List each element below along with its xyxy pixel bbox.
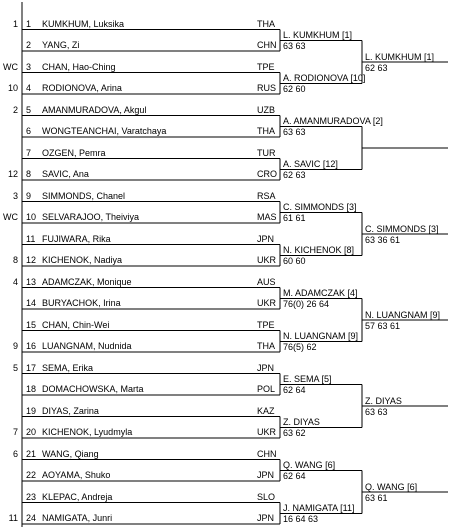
player-name: KUMKHUM, Luksika — [42, 18, 125, 29]
draw-position: 13 — [26, 276, 37, 287]
player-name: DIYAS, Zarina — [42, 405, 99, 416]
round2-score: 62 64 — [283, 471, 306, 482]
draw-position: 18 — [26, 384, 37, 394]
seed-cell: 3 — [12, 190, 18, 201]
round2-score: 76(5) 62 — [283, 342, 317, 353]
player-name: CHAN, Hao-Ching — [42, 61, 116, 72]
draw-position: 11 — [26, 233, 36, 244]
draw-position: 15 — [26, 319, 37, 330]
nationality: UKR — [257, 255, 277, 265]
nationality: THA — [257, 341, 275, 351]
seed-cell: 8 — [12, 255, 18, 265]
player-name: SAVIC, Ana — [42, 169, 89, 179]
player-name: NAMIGATA, Junri — [42, 513, 113, 523]
seed-cell: 4 — [12, 276, 18, 287]
draw-position: 12 — [26, 255, 37, 265]
player-name: WANG, Qiang — [42, 448, 99, 459]
seed-cell: 9 — [12, 341, 18, 351]
player-name: LUANGNAM, Nudnida — [42, 341, 132, 351]
draw-position: 3 — [26, 61, 32, 72]
nationality: POL — [257, 384, 276, 394]
player-name: KLEPAC, Andreja — [42, 491, 113, 502]
round3-winner: Q. WANG [6] — [365, 481, 418, 492]
round2-winner: N. LUANGNAM [9] — [283, 331, 359, 342]
nationality: RSA — [257, 190, 276, 201]
nationality: TPE — [257, 319, 275, 330]
nationality: JPN — [257, 513, 275, 523]
player-name: FUJIWARA, Rika — [42, 233, 111, 244]
player-name: ADAMCZAK, Monique — [42, 276, 132, 287]
draw-position: 2 — [26, 40, 32, 50]
nationality: TUR — [257, 147, 276, 158]
draw-position: 4 — [26, 83, 32, 93]
nationality: SLO — [257, 491, 276, 502]
round2-score: 63 63 — [283, 41, 306, 52]
draw-position: 6 — [26, 126, 32, 136]
player-name: BURYACHOK, Irina — [42, 298, 121, 308]
seed-cell: 10 — [7, 83, 18, 93]
nationality: CRO — [257, 169, 277, 179]
round2-score: 62 63 — [283, 170, 306, 181]
round2-winner: Z. DIYAS — [283, 417, 320, 428]
round3-score: 57 63 61 — [365, 320, 401, 331]
draw-position: 17 — [26, 362, 37, 373]
seed-cell: WC — [3, 212, 18, 222]
nationality: RUS — [257, 83, 277, 93]
nationality: KAZ — [257, 405, 275, 416]
round2-winner: A. SAVIC [12] — [283, 159, 338, 170]
draw-position: 7 — [26, 147, 32, 158]
player-name: KICHENOK, Lyudmyla — [42, 427, 133, 437]
round2-winner: Q. WANG [6] — [283, 460, 336, 471]
round2-score: 63 62 — [283, 428, 306, 439]
seed-cell: 12 — [7, 169, 18, 179]
round2-score: 63 63 — [283, 127, 306, 138]
draw-position: 19 — [26, 405, 37, 416]
round2-score: 60 60 — [283, 256, 306, 267]
round2-score: 62 64 — [283, 385, 306, 396]
nationality: CHN — [257, 448, 277, 459]
round3-score: 63 61 — [365, 492, 388, 503]
seed-cell: 1 — [12, 18, 18, 29]
player-name: AOYAMA, Shuko — [42, 470, 111, 480]
round2-winner: A. RODIONOVA [10] — [283, 73, 366, 84]
draw-position: 1 — [26, 18, 32, 29]
round2-score: 16 64 63 — [283, 514, 319, 525]
nationality: AUS — [257, 276, 276, 287]
nationality: UZB — [257, 104, 275, 115]
nationality: UKR — [257, 298, 277, 308]
round2-winner: M. ADAMCZAK [4] — [283, 288, 358, 299]
seed-cell: WC — [3, 61, 18, 72]
player-name: OZGEN, Pemra — [42, 147, 106, 158]
player-name: RODIONOVA, Arina — [42, 83, 122, 93]
player-name: WONGTEANCHAI, Varatchaya — [42, 126, 167, 136]
seed-cell: 6 — [12, 448, 18, 459]
round2-score: 61 61 — [283, 213, 306, 224]
player-name: SELVARAJOO, Theiviya — [42, 212, 140, 222]
player-name: AMANMURADOVA, Akgul — [42, 104, 147, 115]
draw-position: 10 — [26, 212, 37, 222]
nationality: THA — [257, 18, 275, 29]
nationality: MAS — [257, 212, 277, 222]
nationality: JPN — [257, 470, 275, 480]
draw-position: 16 — [26, 341, 37, 351]
round2-winner: C. SIMMONDS [3] — [283, 202, 357, 213]
player-name: CHAN, Chin-Wei — [42, 319, 110, 330]
draw-position: 20 — [26, 427, 37, 437]
draw-position: 21 — [26, 448, 37, 459]
draw-position: 23 — [26, 491, 37, 502]
round3-winner: Z. DIYAS — [365, 395, 402, 406]
round3-winner: L. KUMKHUM [1] — [365, 51, 435, 62]
round3-score: 62 63 — [365, 62, 388, 73]
nationality: THA — [257, 126, 275, 136]
draw-position: 24 — [26, 513, 37, 523]
round3-winner: C. SIMMONDS [3] — [365, 223, 439, 234]
player-name: YANG, Zi — [42, 40, 80, 50]
round3-score: 63 36 61 — [365, 234, 401, 245]
player-name: SIMMONDS, Chanel — [42, 190, 126, 201]
nationality: TPE — [257, 61, 275, 72]
round3-score: 63 63 — [365, 406, 388, 417]
player-name: KICHENOK, Nadiya — [42, 255, 123, 265]
round2-winner: J. NAMIGATA [11] — [283, 503, 355, 514]
round2-winner: N. KICHENOK [8] — [283, 245, 355, 256]
round2-score: 76(0) 26 64 — [283, 299, 330, 310]
round2-score: 62 60 — [283, 84, 306, 95]
nationality: JPN — [257, 362, 275, 373]
draw-position: 9 — [26, 190, 32, 201]
draw-position: 5 — [26, 104, 32, 115]
nationality: CHN — [257, 40, 277, 50]
player-name: SEMA, Erika — [42, 362, 94, 373]
seed-cell: 11 — [8, 513, 18, 523]
draw-position: 8 — [26, 169, 32, 179]
nationality: JPN — [257, 233, 275, 244]
nationality: UKR — [257, 427, 277, 437]
round3-winner: N. LUANGNAM [9] — [365, 309, 441, 320]
draw-position: 22 — [26, 470, 37, 480]
round2-winner: E. SEMA [5] — [283, 374, 332, 385]
seed-cell: 5 — [12, 362, 18, 373]
seed-cell: 2 — [12, 104, 18, 115]
round2-winner: A. AMANMURADOVA [2] — [283, 116, 383, 127]
player-name: DOMACHOWSKA, Marta — [42, 384, 144, 394]
seed-cell: 7 — [12, 427, 18, 437]
round2-winner: L. KUMKHUM [1] — [283, 30, 353, 41]
draw-position: 14 — [26, 298, 37, 308]
